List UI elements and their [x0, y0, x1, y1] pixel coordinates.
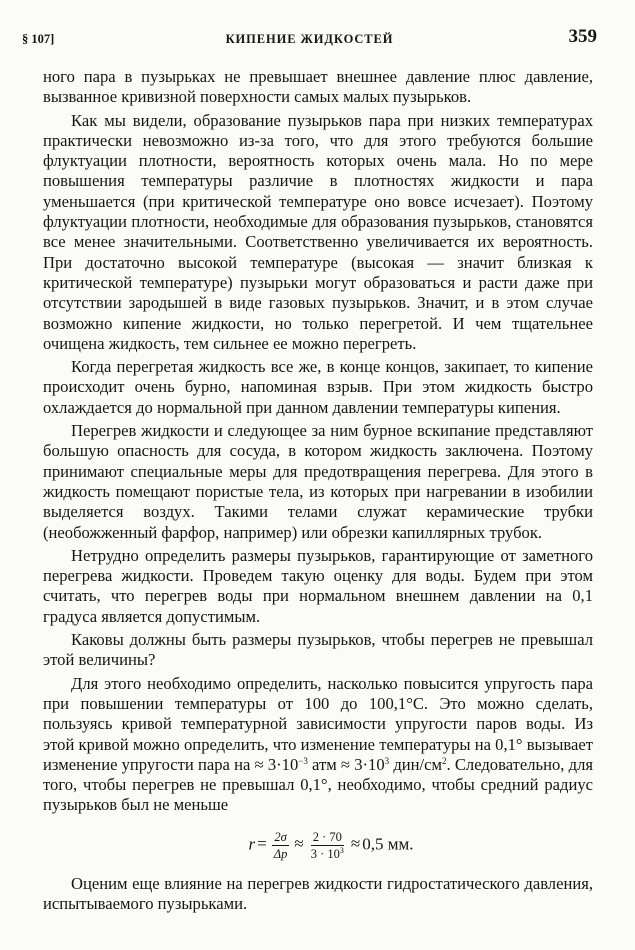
fraction-2-denominator-exponent: 3	[339, 845, 344, 855]
paragraph-final: Оценим еще влияние на перегрев жидкости гидростатического давления, испытываемого пузырьками.	[43, 873, 593, 913]
para7-text-4: . Следовательно, для того, чтобы перегрев не превышал 0,1°, необходимо, чтобы средний радиус пузырьков был не меньше	[43, 754, 593, 815]
paragraph-2: Как мы видели, образование пузырьков пара при низких температурах практически невозможно из-за того, что для этого требуются большие флуктуации плотности, вероятность которых очень мала. Но по мере повышения температуры различие в плотностях жидкости и пара уменьшается (при критической температуре оно вовсе исчезает). Поэтому флуктуации плотности, необходимые для образования пузырьков, становятся все менее значительными. Соответственно увеличивается их вероятность. При достаточно высокой температуре (высокая — значит близкая к критической температуре) пузырьки могут образоваться и расти даже при отсутствии зародышей в виде газовых пузырьков. Значит, и в этом случае возможно кипение жидкости, но только перегретой. И чем тщательнее очищена жидкость, тем сильнее ее можно перегреть.	[43, 110, 593, 353]
formula-fraction-1	[272, 830, 290, 861]
formula-approx-1: ≈	[294, 834, 304, 854]
formula-equals: =	[257, 834, 267, 854]
para7-text-1: Для этого необходимо определить, насколько повысится упругость пара при повышении температуры от 100 до 100,1°С. Это можно сделать, пользуясь кривой температурной зависимости упругости паров воды. Из этой кривой можно определить, что изменение температуры на 0,1° вызывает изменение упругости пара на ≈ 3·10	[43, 673, 593, 774]
fraction-2-denominator	[309, 846, 346, 861]
fraction-1-numerator: 2σ	[274, 829, 287, 844]
section-marker: § 107]	[22, 32, 55, 46]
formula-approx-2: ≈	[350, 834, 361, 854]
para7-exponent-3: 2	[442, 755, 447, 766]
para7-text-2: атм ≈ 3·10	[307, 754, 385, 774]
body-text	[43, 67, 593, 914]
para7-exponent-2: 3	[384, 755, 390, 766]
radius-formula	[69, 830, 593, 861]
formula-result: 0,5 мм.	[362, 834, 414, 854]
paragraph-3: Когда перегретая жидкость все же, в конце концов, закипает, то кипение происходит очень бурно, напоминая взрыв. При этом жидкость быстро охлаждается до нормальной при данном давлении температуры кипения.	[43, 357, 593, 417]
para7-text-3: дин/см	[389, 754, 443, 774]
formula-lhs: r	[248, 834, 256, 854]
paragraph-4: Перегрев жидкости и следующее за ним бурное вскипание представляют большую опасность для сосуда, в котором жидкость заключена. Поэтому принимают специальные меры для предотвращения перегрева. Для этого в жидкость помещают пористые тела, из которых при нагревании в изобилии выделяется воздух. Такими телами служат керамические трубки (необожженный фарфор, например) или обрезки капиллярных трубок.	[43, 421, 593, 542]
paragraph-1: ного пара в пузырьках не превышает внешнее давление плюс давление, вызванное кривизной поверхности самых малых пузырьков.	[43, 67, 593, 107]
fraction-2-denominator-base: 3 · 10	[310, 846, 340, 861]
running-header	[22, 28, 597, 52]
paragraph-7	[43, 674, 593, 816]
paragraph-5: Нетрудно определить размеры пузырьков, гарантирующие от заметного перегрева жидкости. Проведем такую оценку для воды. Будем при этом считать, что перегрев воды при нормальном внешнем давлении на 0,1 градуса является допустимым.	[43, 545, 593, 626]
formula-fraction-2	[309, 830, 346, 861]
fraction-1-denominator: Δp	[273, 846, 288, 861]
para7-exponent-1: −3	[298, 755, 308, 766]
fraction-2-numerator: 2 · 70	[312, 829, 342, 844]
paragraph-6: Каковы должны быть размеры пузырьков, чтобы перегрев не превышал этой величины?	[43, 630, 593, 670]
page-number: 359	[568, 26, 597, 47]
running-title: КИПЕНИЕ ЖИДКОСТЕЙ	[225, 32, 394, 46]
